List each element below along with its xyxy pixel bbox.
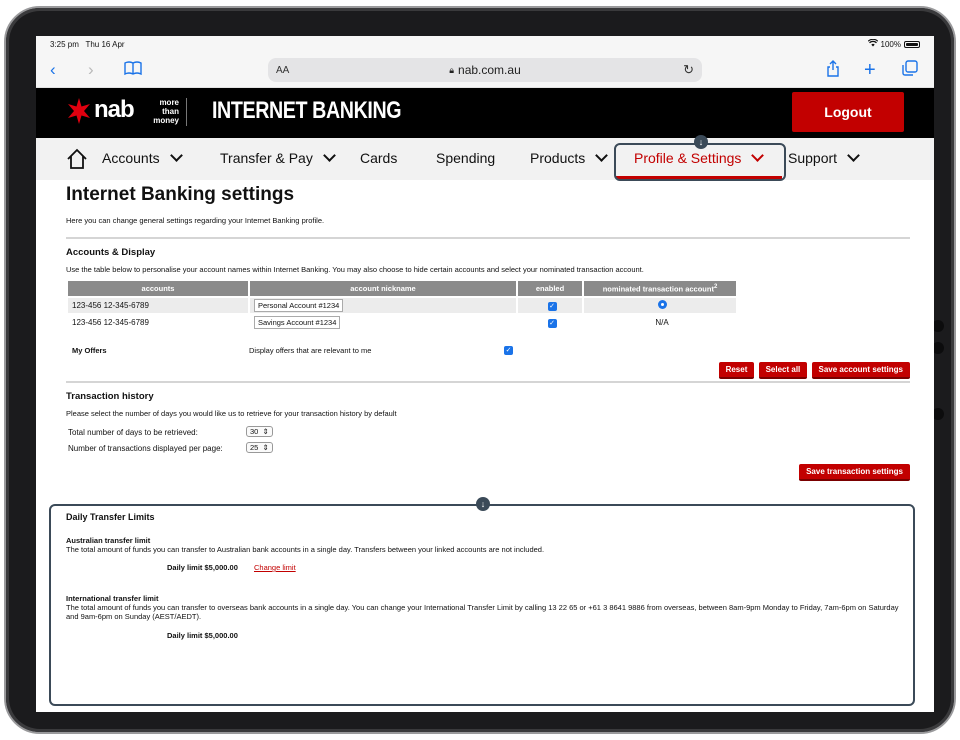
text-size-button[interactable]: AA <box>276 64 290 76</box>
days-row <box>66 426 910 440</box>
per-page-row <box>66 442 910 456</box>
intl-daily-limit: Daily limit $5,000.00 <box>167 631 238 640</box>
tabs-icon[interactable] <box>902 60 918 81</box>
table-row <box>68 315 736 330</box>
per-page-label: Number of transactions displayed per page: <box>68 444 223 453</box>
account-number: 123-456 12-345-6789 <box>68 298 248 313</box>
scroll-down-arrow-icon: ↓ <box>694 135 708 149</box>
reload-icon[interactable]: ↻ <box>683 62 694 77</box>
nav-transfer-pay[interactable]: Transfer & Pay <box>220 150 334 166</box>
lock-icon: 🔒︎ <box>449 64 455 75</box>
intl-limit-title: International transfer limit <box>66 594 159 603</box>
au-daily-limit: Daily limit $5,000.00 Change limit <box>167 563 296 572</box>
change-limit-link[interactable]: Change limit <box>253 563 296 572</box>
scroll-down-arrow-icon: ↓ <box>476 497 490 511</box>
days-label: Total number of days to be retrieved: <box>68 428 198 437</box>
account-number: 123-456 12-345-6789 <box>72 318 149 327</box>
nav-cards[interactable]: Cards <box>360 150 398 166</box>
offers-checkbox[interactable]: ✓ <box>505 347 512 354</box>
nav-spending[interactable]: Spending <box>436 150 496 166</box>
new-tab-icon[interactable]: + <box>864 59 876 81</box>
divider <box>66 237 910 239</box>
intl-limit-description: The total amount of funds you can transfer to overseas bank accounts in a single day. You can change your International Transfer Limit by calling 13 22 65 or +61 3 8641 9886 from overseas, between 8am-9pm Monday to Friday, 7am-6pm on Saturday and 9am-6pm on Sunday (AEST/AEDT). <box>66 603 899 621</box>
internet-banking-title: INTERNET BANKING <box>212 97 402 124</box>
url-text: nab.com.au <box>458 63 521 77</box>
nav-support[interactable]: Support <box>788 150 858 166</box>
main-nav <box>36 138 934 180</box>
settings-content <box>66 180 910 481</box>
nickname-input[interactable]: Personal Account #1234 <box>254 299 343 312</box>
nav-accounts[interactable]: Accounts <box>102 150 181 166</box>
chevron-down-icon <box>595 149 608 162</box>
header-divider <box>186 98 187 126</box>
daily-limits-section <box>66 512 910 640</box>
per-page-select[interactable]: 25 ⇕ <box>246 442 273 453</box>
save-transaction-settings-button[interactable]: Save transaction settings <box>799 464 910 481</box>
nav-products[interactable]: Products <box>530 150 606 166</box>
reset-button[interactable]: Reset <box>719 362 755 379</box>
enabled-checkbox[interactable]: ✓ <box>549 302 555 310</box>
transaction-history-heading: Transaction history <box>66 391 154 402</box>
forward-icon[interactable]: › <box>88 60 94 79</box>
logout-button[interactable]: Logout <box>792 92 904 132</box>
select-all-button[interactable]: Select all <box>759 362 808 379</box>
transaction-buttons <box>66 464 910 481</box>
au-limit-description: The total amount of funds you can transfer to Australian bank accounts in a single day. Transfers between your linked accounts are not included. <box>66 545 545 554</box>
account-buttons <box>66 362 910 379</box>
chevron-down-icon <box>847 149 860 162</box>
address-bar[interactable] <box>268 58 702 82</box>
battery-icon <box>904 41 920 48</box>
nab-logo-text: nab <box>94 96 134 123</box>
back-icon[interactable]: ‹ <box>50 60 56 79</box>
nab-tagline: more than money <box>153 98 179 125</box>
status-bar <box>36 36 934 52</box>
bookmarks-icon[interactable] <box>124 60 142 80</box>
column-header: account nickname <box>250 281 516 296</box>
page-intro: Here you can change general settings regarding your Internet Banking profile. <box>66 216 325 225</box>
nab-star-logo-icon <box>66 98 92 124</box>
accounts-display-heading: Accounts & Display <box>66 247 156 258</box>
column-header: enabled <box>518 281 582 296</box>
ipad-frame <box>4 6 956 734</box>
home-icon[interactable] <box>66 148 88 173</box>
daily-limits-heading: Daily Transfer Limits <box>66 512 155 522</box>
nominated-na: N/A <box>655 318 669 327</box>
accounts-display-description: Use the table below to personalise your account names within Internet Banking. You may also choose to hide certain accounts and select your nominated transaction account. <box>66 265 644 274</box>
days-select[interactable]: 30 ⇕ <box>246 426 273 437</box>
battery-percent: 100% <box>880 39 901 49</box>
save-account-settings-button[interactable]: Save account settings <box>812 362 910 379</box>
enabled-checkbox[interactable]: ✓ <box>549 319 555 327</box>
au-limit-title: Australian transfer limit <box>66 536 151 545</box>
nav-profile-settings[interactable]: Profile & Settings <box>634 150 762 166</box>
transaction-history-description: Please select the number of days you would like us to retrieve for your transaction history by default <box>66 409 397 418</box>
nominated-radio[interactable] <box>658 300 667 309</box>
wifi-icon <box>868 39 878 49</box>
my-offers-row <box>66 342 910 360</box>
accounts-table <box>66 279 738 332</box>
share-icon[interactable] <box>826 60 840 82</box>
status-time: 3:25 pm <box>50 39 79 49</box>
chevron-down-icon <box>170 149 183 162</box>
table-row <box>68 298 736 313</box>
browser-toolbar <box>36 52 934 88</box>
nickname-input[interactable]: Savings Account #1234 <box>254 316 340 329</box>
page-title: Internet Banking settings <box>66 184 295 205</box>
chevron-down-icon <box>323 149 336 162</box>
site-header <box>36 88 934 138</box>
divider <box>66 381 910 383</box>
screen <box>36 36 934 712</box>
column-header: nominated transaction account$^2$ <box>584 281 736 296</box>
my-offers-label: My Offers <box>72 346 107 355</box>
offers-description: Display offers that are relevant to me <box>249 346 372 355</box>
column-header: accounts <box>68 281 248 296</box>
status-date: Thu 16 Apr <box>85 39 125 49</box>
